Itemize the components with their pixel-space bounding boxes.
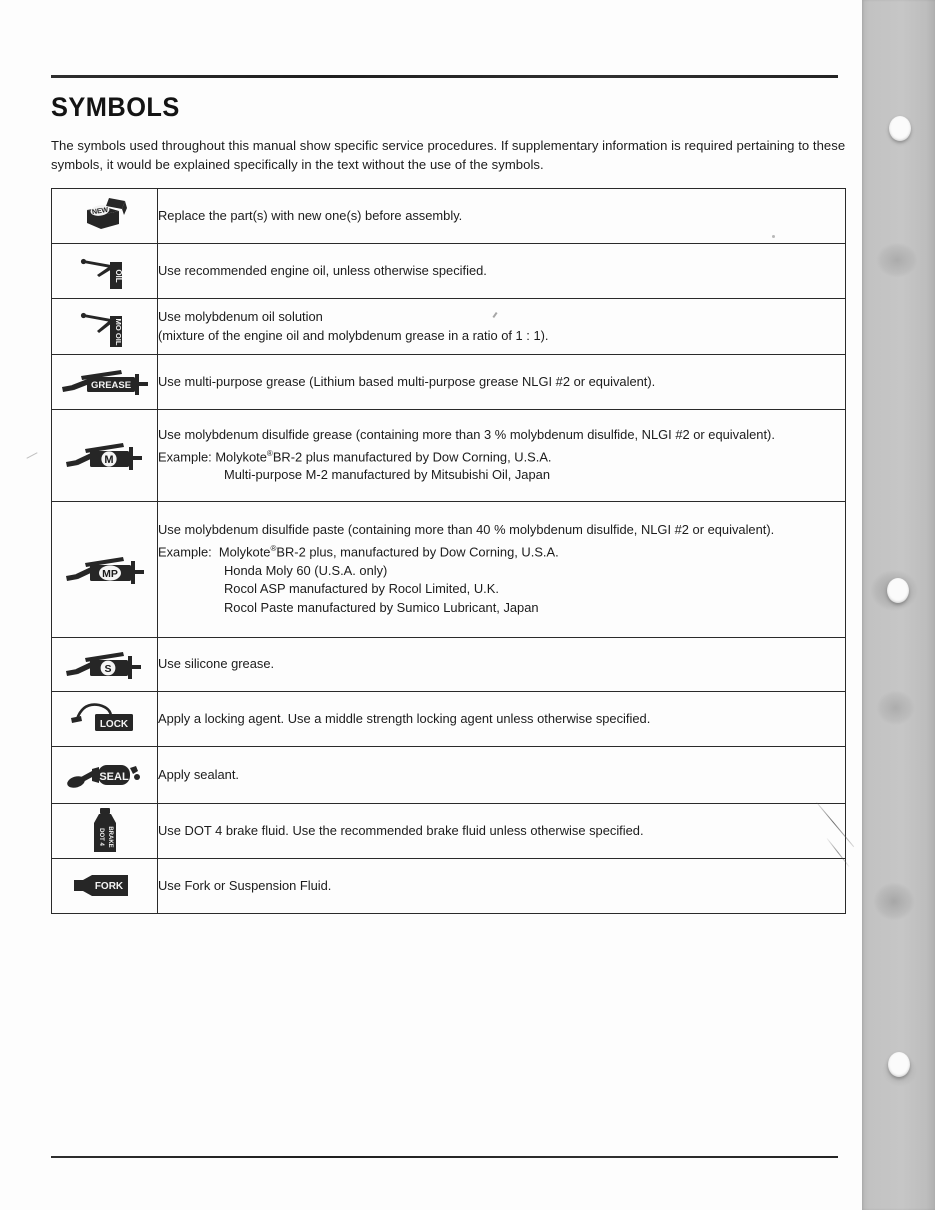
locking-agent-icon [67, 701, 143, 737]
new-part-box-icon [79, 196, 131, 236]
desc-line: Rocol ASP manufactured by Rocol Limited, U.K. [224, 581, 499, 597]
svg-text:DOT 4: DOT 4 [97, 828, 104, 846]
svg-text:FORK: FORK [94, 881, 123, 892]
molybdenum-oil-can-icon [77, 303, 133, 351]
desc-line: Apply sealant. [158, 766, 239, 782]
punch-hole [889, 116, 911, 141]
symbol-icon-cell [52, 804, 158, 859]
table-row [52, 355, 846, 410]
multi-purpose-grease-gun-icon [59, 365, 151, 399]
top-horizontal-rule [51, 75, 838, 78]
page-title: SYMBOLS [51, 92, 180, 122]
desc-line: Use molybdenum disulfide grease (containing more than 3 % molybdenum disulfide, NLGI #2 or equivalent). [158, 426, 775, 442]
symbol-description-cell [158, 410, 846, 502]
symbol-icon-cell [52, 502, 158, 638]
symbol-description-cell [158, 189, 846, 244]
engine-oil-can-icon [77, 249, 133, 293]
svg-text:OIL: OIL [113, 269, 123, 283]
molybdenum-disulfide-paste-gun-icon [63, 553, 147, 587]
silicone-grease-gun-icon [63, 648, 147, 682]
desc-line: Example: Molykote®BR-2 plus, manufactured by Dow Corning, U.S.A. [158, 543, 559, 560]
svg-text:NEW: NEW [91, 206, 109, 217]
symbol-description-cell [158, 859, 846, 914]
symbol-icon-cell [52, 747, 158, 804]
table-row [52, 410, 846, 502]
binder-margin-strip [862, 0, 935, 1210]
symbol-description-cell [158, 299, 846, 355]
svg-text:SEAL: SEAL [98, 771, 129, 783]
svg-text:S: S [103, 662, 112, 675]
symbol-icon-cell [52, 859, 158, 914]
intro-paragraph: The symbols used throughout this manual show specific service procedures. If supplementary information is required pertaining to these symbols, it would be explained specifically in the text without the use of the symbols. [51, 138, 846, 172]
desc-line: Use DOT 4 brake fluid. Use the recommended brake fluid unless otherwise specified. [158, 822, 644, 838]
symbol-description-cell [158, 638, 846, 692]
scan-speck-artifact [772, 235, 775, 238]
symbol-icon-cell [52, 410, 158, 502]
desc-line: Use silicone grease. [158, 656, 275, 672]
symbol-icon-cell [52, 355, 158, 410]
desc-line: Multi-purpose M-2 manufactured by Mitsubishi Oil, Japan [224, 467, 550, 483]
symbol-icon-cell [52, 638, 158, 692]
table-row [52, 859, 846, 914]
symbol-icon-cell [52, 299, 158, 355]
svg-text:BRAKE: BRAKE [106, 826, 113, 848]
sealant-tube-icon [65, 758, 145, 792]
svg-text:MP: MP [101, 567, 118, 580]
desc-line: Apply a locking agent. Use a middle strength locking agent unless otherwise specified. [158, 710, 651, 726]
registered-mark: ® [270, 543, 277, 553]
symbol-description-cell [158, 502, 846, 638]
desc-line: Honda Moly 60 (U.S.A. only) [224, 562, 388, 578]
brake-fluid-bottle-icon [85, 806, 125, 856]
table-row [52, 244, 846, 299]
table-row [52, 747, 846, 804]
scan-speck-artifact [26, 452, 37, 459]
table-row [52, 692, 846, 747]
punch-hole [888, 1052, 910, 1077]
symbol-description-cell [158, 747, 846, 804]
symbols-table [51, 188, 846, 914]
bottom-horizontal-rule [51, 1156, 838, 1158]
table-row [52, 189, 846, 244]
table-row [52, 299, 846, 355]
symbol-icon-cell [52, 692, 158, 747]
desc-line: Rocol Paste manufactured by Sumico Lubricant, Japan [224, 600, 539, 616]
svg-text:MO OIL: MO OIL [113, 318, 123, 345]
punch-hole [887, 578, 909, 603]
registered-mark: ® [266, 448, 273, 458]
symbol-description-cell [158, 692, 846, 747]
desc-line: Use multi-purpose grease (Lithium based multi-purpose grease NLGI #2 or equivalent). [158, 373, 656, 389]
svg-text:GREASE: GREASE [90, 380, 131, 391]
svg-text:LOCK: LOCK [99, 719, 128, 730]
svg-text:M: M [103, 453, 114, 466]
table-row [52, 502, 846, 638]
fork-fluid-icon [70, 871, 140, 901]
desc-line: Use recommended engine oil, unless otherwise specified. [158, 262, 487, 278]
symbol-icon-cell [52, 244, 158, 299]
table-row [52, 804, 846, 859]
molybdenum-disulfide-grease-gun-icon [63, 439, 147, 473]
symbols-table-body [52, 189, 846, 914]
symbol-description-cell [158, 244, 846, 299]
desc-line: Use molybdenum oil solution [158, 308, 323, 324]
desc-line: Use Fork or Suspension Fluid. [158, 877, 332, 893]
desc-line: Use molybdenum disulfide paste (containing more than 40 % molybdenum disulfide, NLGI #2 or equivalent). [158, 522, 775, 538]
desc-line: Example: Molykote®BR-2 plus manufactured by Dow Corning, U.S.A. [158, 448, 552, 464]
desc-line: Replace the part(s) with new one(s) before assembly. [158, 207, 463, 223]
table-row [52, 638, 846, 692]
symbol-description-cell [158, 355, 846, 410]
symbol-icon-cell [52, 189, 158, 244]
desc-line: (mixture of the engine oil and molybdenum grease in a ratio of 1 : 1). [158, 327, 549, 343]
symbol-description-cell [158, 804, 846, 859]
